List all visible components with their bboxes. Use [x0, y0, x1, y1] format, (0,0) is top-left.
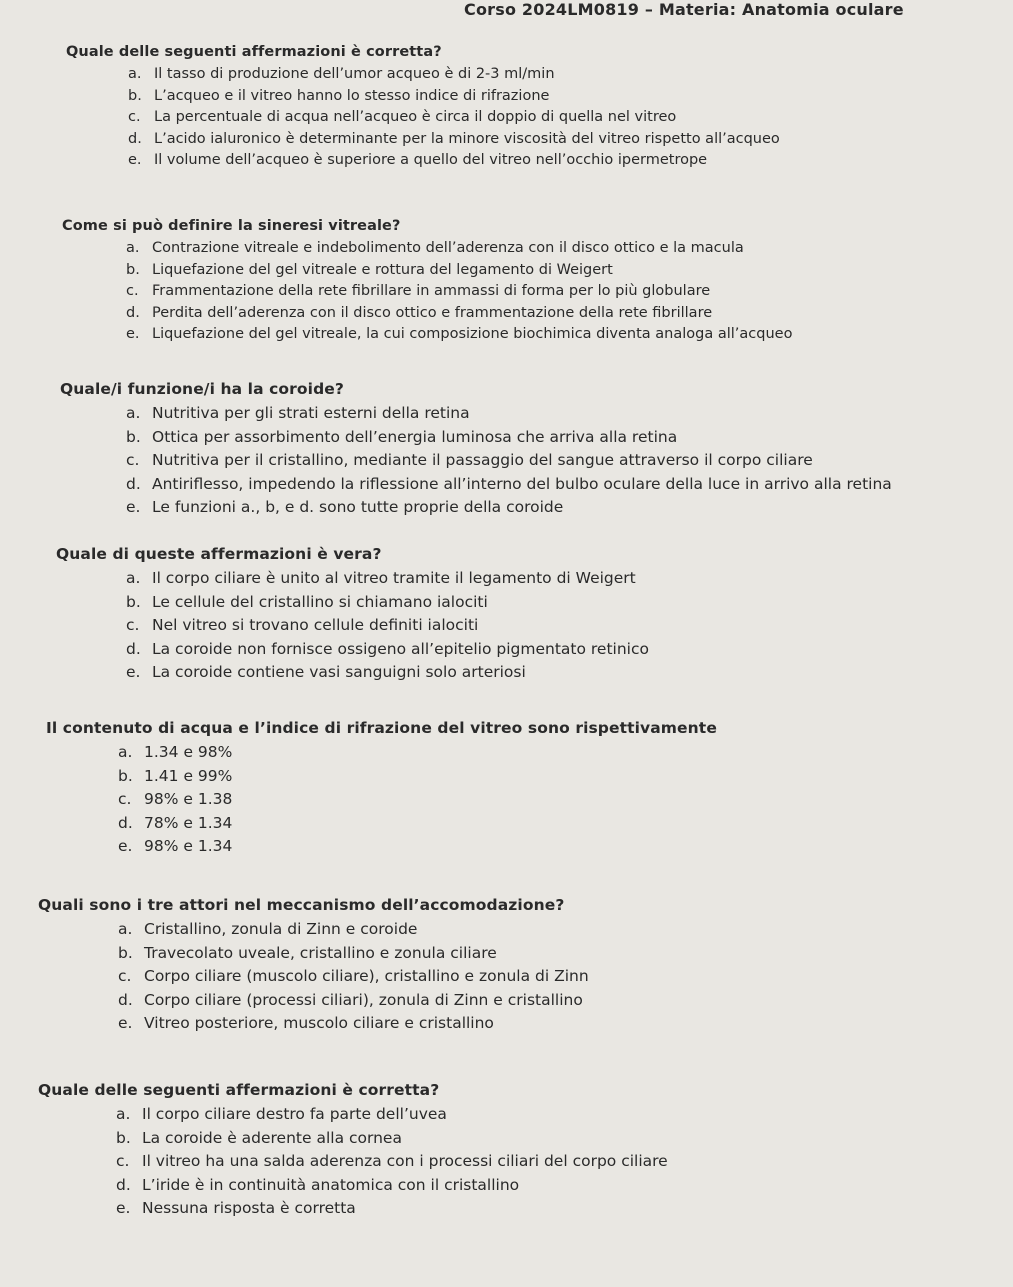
option-a[interactable]: a. Il corpo ciliare destro fa parte dell’uvea — [116, 1105, 447, 1123]
question-2 — [62, 218, 792, 346]
question-6 — [38, 896, 589, 1036]
option-b[interactable]: b. Travecolato uveale, cristallino e zonula ciliare — [118, 943, 497, 962]
option-d[interactable]: d. 78% e 1.34 — [118, 813, 233, 832]
question-4 — [56, 545, 649, 685]
options-list — [116, 1103, 668, 1221]
option-e[interactable]: e. Le funzioni a., b, e d. sono tutte proprie della coroide — [126, 498, 564, 516]
options-list — [126, 402, 892, 520]
question-1 — [66, 44, 780, 172]
option-a[interactable]: a. Nutritiva per gli strati esterni della retina — [126, 404, 470, 422]
question-3 — [60, 380, 892, 520]
question-title: Quale/i funzione/i ha la coroide? — [60, 380, 344, 398]
question-title: Il contenuto di acqua e l’indice di rifrazione del vitreo sono rispettivamente — [46, 719, 717, 737]
option-e[interactable]: e. 98% e 1.34 — [118, 837, 233, 855]
option-c[interactable]: c. Il vitreo ha una salda aderenza con i processi ciliari del corpo ciliare — [116, 1152, 668, 1170]
option-e[interactable]: e. La coroide contiene vasi sanguigni solo arteriosi — [126, 663, 526, 681]
question-title: Quale delle seguenti affermazioni è corretta? — [66, 44, 442, 60]
option-c[interactable]: c. 98% e 1.38 — [118, 790, 233, 808]
option-b[interactable]: b. Liquefazione del gel vitreale e rottura del legamento di Weigert — [126, 261, 613, 278]
options-list — [118, 918, 589, 1036]
question-5 — [46, 719, 717, 859]
course-header: Corso 2024LM0819 – Materia: Anatomia oculare — [464, 0, 904, 19]
options-list — [118, 741, 717, 859]
option-c[interactable]: c. Frammentazione della rete fibrillare in ammassi di forma per lo più globulare — [126, 283, 711, 299]
option-b[interactable]: b. La coroide è aderente alla cornea — [116, 1128, 402, 1147]
option-c[interactable]: c. Nel vitreo si trovano cellule definiti ialociti — [126, 616, 479, 634]
option-e[interactable]: e. Vitreo posteriore, muscolo ciliare e cristallino — [118, 1014, 494, 1032]
question-title: Quale delle seguenti affermazioni è corretta? — [38, 1081, 440, 1099]
option-d[interactable]: d. Perdita dell’aderenza con il disco ottico e frammentazione della rete fibrillare — [126, 304, 713, 321]
option-a[interactable]: a. Il tasso di produzione dell’umor acqueo è di 2-3 ml/min — [128, 66, 555, 82]
option-d[interactable]: d. L’iride è in continuità anatomica con il cristallino — [116, 1175, 520, 1194]
option-c[interactable]: c. La percentuale di acqua nell’acqueo è circa il doppio di quella nel vitreo — [128, 109, 677, 125]
option-a[interactable]: a. Il corpo ciliare è unito al vitreo tramite il legamento di Weigert — [126, 569, 636, 587]
question-title: Come si può definire la sineresi vitreale? — [62, 218, 401, 234]
option-c[interactable]: c. Nutritiva per il cristallino, mediante il passaggio del sangue attraverso il corpo ciliare — [126, 451, 813, 469]
option-d[interactable]: d. Corpo ciliare (processi ciliari), zonula di Zinn e cristallino — [118, 990, 583, 1009]
option-b[interactable]: b. 1.41 e 99% — [118, 766, 233, 785]
option-a[interactable]: a. Contrazione vitreale e indebolimento dell’aderenza con il disco ottico e la macula — [126, 240, 744, 256]
question-title: Quali sono i tre attori nel meccanismo dell’accomodazione? — [38, 896, 565, 914]
options-list — [126, 238, 792, 346]
options-list — [126, 567, 649, 685]
option-e[interactable]: e. Liquefazione del gel vitreale, la cui composizione biochimica diventa analoga all’acqueo — [126, 326, 793, 342]
option-e[interactable]: e. Il volume dell’acqueo è superiore a quello del vitreo nell’occhio ipermetrope — [128, 152, 708, 168]
option-d[interactable]: d. L’acido ialuronico è determinante per la minore viscosità del vitreo rispetto all’acqueo — [128, 130, 780, 147]
option-a[interactable]: a. Cristallino, zonula di Zinn e coroide — [118, 920, 418, 938]
option-d[interactable]: d. Antiriflesso, impedendo la riflessione all’interno del bulbo oculare della luce in arrivo alla retina — [126, 474, 892, 493]
option-c[interactable]: c. Corpo ciliare (muscolo ciliare), cristallino e zonula di Zinn — [118, 967, 589, 985]
option-b[interactable]: b. Ottica per assorbimento dell’energia luminosa che arriva alla retina — [126, 427, 678, 446]
option-b[interactable]: b. L’acqueo e il vitreo hanno lo stesso indice di rifrazione — [128, 87, 550, 104]
option-e[interactable]: e. Nessuna risposta è corretta — [116, 1199, 356, 1217]
question-title: Quale di queste affermazioni è vera? — [56, 545, 382, 563]
question-7 — [38, 1081, 668, 1221]
option-d[interactable]: d. La coroide non fornisce ossigeno all’epitelio pigmentato retinico — [126, 639, 649, 658]
options-list — [128, 64, 780, 172]
option-a[interactable]: a. 1.34 e 98% — [118, 743, 233, 761]
option-b[interactable]: b. Le cellule del cristallino si chiamano ialociti — [126, 592, 488, 611]
